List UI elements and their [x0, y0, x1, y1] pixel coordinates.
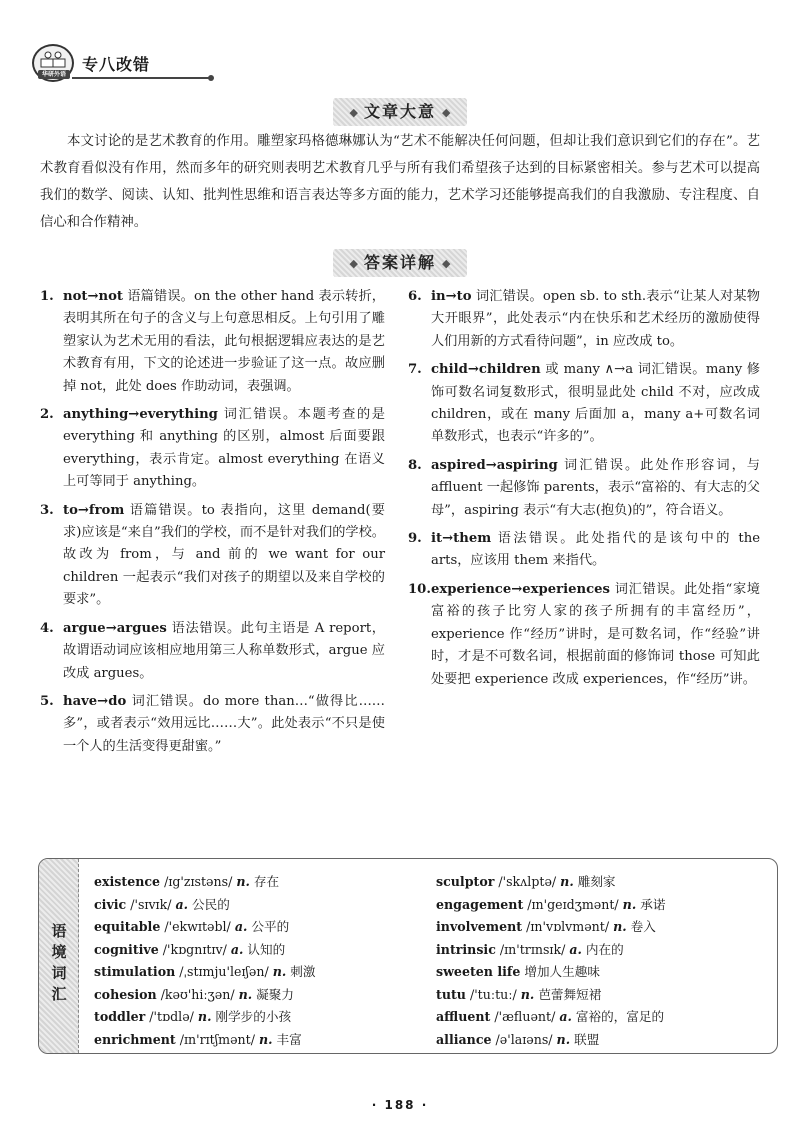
vocab-entry: [436, 916, 772, 939]
vocab-word: cohesion: [94, 986, 157, 1002]
vocab-phonetic: /ɪn'vɒlvmənt/: [526, 919, 610, 934]
vocab-meaning: 联盟: [574, 1031, 600, 1047]
explanation: 词汇错误。open sb. to sth.表示“让某人对某物大开眼界”，此处表示“内在快乐和艺术经历的激励使得人们用新的方式看待问题”，in 应改成 to。: [431, 289, 760, 349]
section-header: [32, 44, 182, 84]
vocab-pos: a.: [230, 941, 244, 957]
vocab-pos: n.: [236, 874, 250, 889]
vocab-meaning: 刺激: [290, 964, 316, 979]
answer-item: [408, 359, 760, 449]
vocab-entry: [436, 894, 772, 917]
vocab-meaning: 承诺: [640, 896, 666, 912]
vocab-meaning: 雕刻家: [577, 874, 616, 889]
vocab-word: cognitive: [94, 941, 159, 957]
vocab-phonetic: /'tuːtuː/: [469, 986, 517, 1002]
correction: anything→everything: [63, 407, 218, 423]
vocab-word: sweeten life: [436, 964, 521, 979]
vocab-word: tutu: [436, 986, 466, 1002]
answer-item: [408, 579, 760, 691]
vocab-entry: [94, 984, 424, 1007]
explanation: 词汇错误。此处作形容词，与 affluent 一起修饰 parents，表示“富裕的、有大志的父母”，aspiring 表示“有大志(抱负)的”，符合语义。: [431, 457, 760, 518]
vocab-meaning: 公平的: [251, 919, 290, 934]
vocab-meaning: 卷入: [630, 919, 656, 934]
vocab-meaning: 增加人生趣味: [524, 964, 600, 979]
answer-item: [408, 286, 760, 353]
header-underline: [72, 77, 212, 79]
explanation: 词汇错误。do more than…“做得比……多”，或者表示“效用远比……大”。此处表示“不只是使一个人的生活变得更甜蜜。”: [63, 693, 385, 754]
vocab-meaning: 公民的: [192, 896, 230, 912]
correction: not→not: [63, 289, 124, 304]
vocab-phonetic: /ˌstɪmju'leɪʃən/: [179, 964, 269, 979]
correction: in→to: [431, 289, 472, 304]
explanation: 语法错误。此句主语是 A report，故谓语动词应该相应地用第三人称单数形式，argue 应改成 argues。: [63, 620, 385, 681]
vocab-entry: [94, 961, 424, 984]
page-section-title: 专八改错: [82, 55, 151, 74]
vocab-meaning: 认知的: [247, 941, 286, 957]
correction: aspired→aspiring: [431, 457, 558, 473]
vocabulary-left-column: [94, 871, 424, 1051]
vocab-phonetic: /'æfluənt/: [494, 1009, 556, 1024]
summary-banner: [333, 98, 467, 126]
answer-number: 6.: [408, 289, 422, 304]
explanation: 或 many ∧→a 词汇错误。many 修饰可数名词复数形式，很明显此处 child 不对，应改成 children，或在 many 后面加 a，many a+可数名词单数形式，也表示“许多的”。: [431, 362, 760, 445]
vocab-entry: [436, 1006, 772, 1029]
vocab-phonetic: /ɪn'rɪtʃmənt/: [179, 1031, 255, 1047]
vocab-pos: n.: [197, 1009, 212, 1024]
answers-banner: [333, 249, 467, 277]
correction: child→children: [431, 362, 541, 378]
answers-right-column: [408, 286, 760, 697]
answer-item: [40, 404, 385, 494]
vocab-word: stimulation: [94, 964, 176, 979]
vocab-meaning: 丰富: [276, 1031, 302, 1047]
answer-item: [40, 618, 385, 685]
vocab-pos: a.: [569, 941, 582, 957]
vocabulary-right-column: [436, 871, 772, 1051]
vocab-phonetic: /'sɪvɪk/: [130, 896, 172, 912]
vocab-word: toddler: [94, 1009, 146, 1024]
explanation: 语篇错误。on the other hand 表示转折，表明其所在句子的含义与上句意思相反。上句引用了雕塑家认为艺术无用的看法，此句根据逻辑应表达的是艺术教育有用，下文的论述进一步验证了这一点。故应删掉 not，此处 does 作助动词，表强调。: [63, 289, 385, 394]
vocab-word: involvement: [436, 919, 523, 934]
explanation: 语法错误。此处指代的是该句中的 the arts，应该用 them 来指代。: [431, 531, 760, 569]
vocab-phonetic: /'tɒdlə/: [149, 1009, 194, 1024]
answer-item: [40, 286, 385, 398]
vocab-entry: [94, 1006, 424, 1029]
answer-number: 1.: [40, 289, 54, 304]
vocab-entry: [436, 961, 772, 984]
logo-text: 华研外语: [38, 70, 70, 79]
vocab-entry: [436, 871, 772, 894]
diamond-icon: ◆: [442, 106, 451, 119]
answer-number: 4.: [40, 620, 54, 636]
answer-number: 2.: [40, 407, 54, 423]
correction: experience→experiences: [431, 581, 610, 597]
vocab-pos: n.: [622, 896, 637, 912]
vocab-pos: n.: [560, 874, 574, 889]
vocab-pos: a.: [559, 1009, 572, 1024]
vocab-word: enrichment: [94, 1031, 176, 1047]
answer-item: [408, 528, 760, 573]
correction: it→them: [431, 531, 492, 547]
answers-title: 答案详解: [363, 253, 436, 272]
vocab-phonetic: /ɪg'zɪstəns/: [164, 874, 233, 889]
correction: to→from: [63, 502, 125, 518]
vocab-pos: a.: [175, 896, 189, 912]
vocab-phonetic: /ə'laɪəns/: [495, 1031, 553, 1047]
vocab-word: civic: [94, 896, 127, 912]
page-number: · 188 ·: [371, 1098, 429, 1112]
answer-number: 5.: [40, 693, 54, 709]
vocab-entry: [94, 871, 424, 894]
vocab-phonetic: /kəʊ'hiːʒən/: [160, 986, 235, 1002]
explanation: 语篇错误。to 表指向，这里 demand(要求)应该是“来自”我们的学校，而不是针对我们的学校。故改为 from，与 and 前的 we want for our children 一起表示“我们对孩子的期望以及来自学校的要求”。: [63, 502, 385, 608]
vocab-meaning: 凝聚力: [256, 986, 294, 1002]
vocab-entry: [94, 894, 424, 917]
vocab-meaning: 芭蕾舞短裙: [538, 986, 602, 1002]
summary-title: 文章大意: [363, 102, 436, 121]
correction: argue→argues: [63, 620, 167, 636]
summary-paragraph: 本文讨论的是艺术教育的作用。雕塑家玛格德琳娜认为“艺术不能解决任何问题，但却让我们意识到它们的存在”。艺术教育看似没有作用，然而多年的研究则表明艺术教育几乎与所有我们希望孩子达到的目标紧密相关。参与艺术可以提高我们的数学、阅读、认知、批判性思维和语言表达等多方面的能力，艺术学习还能够提高我们的自我激励、专注程度、自信心和合作精神。: [40, 134, 760, 230]
vocab-word: sculptor: [436, 874, 495, 889]
vocab-phonetic: /ɪn'trɪnsɪk/: [499, 941, 566, 957]
answer-number: 8.: [408, 457, 422, 473]
diamond-icon: ◆: [349, 257, 358, 270]
vocab-word: equitable: [94, 919, 161, 934]
vocabulary-tab: [39, 859, 79, 1053]
diamond-icon: ◆: [349, 106, 358, 119]
answer-item: [408, 455, 760, 522]
vocab-entry: [436, 1029, 772, 1052]
vocab-pos: n.: [238, 986, 253, 1002]
vocab-phonetic: /'kɒgnɪtɪv/: [162, 941, 227, 957]
vocab-pos: n.: [258, 1031, 273, 1047]
answer-item: [40, 691, 385, 758]
diamond-icon: ◆: [442, 257, 451, 270]
answers-left-column: [40, 286, 385, 764]
vocab-pos: n.: [613, 919, 627, 934]
vocab-meaning: 内在的: [585, 941, 624, 957]
vocab-word: intrinsic: [436, 941, 496, 957]
vocab-pos: a.: [234, 919, 248, 934]
answer-number: 9.: [408, 531, 422, 547]
vocab-pos: n.: [556, 1031, 571, 1047]
answer-number: 3.: [40, 502, 54, 518]
vocab-word: existence: [94, 874, 161, 889]
vocab-entry: [94, 916, 424, 939]
header-underline-dot: [208, 75, 214, 81]
vocab-phonetic: /'skʌlptə/: [498, 874, 557, 889]
vocab-pos: n.: [272, 964, 287, 979]
vocab-meaning: 刚学步的小孩: [215, 1009, 292, 1024]
vocab-entry: [436, 939, 772, 962]
vocab-word: affluent: [436, 1009, 491, 1024]
vocab-phonetic: /ɪn'geɪdʒmənt/: [527, 896, 619, 912]
publisher-logo: [32, 44, 74, 82]
vocabulary-box: [38, 858, 778, 1054]
vocab-entry: [94, 1029, 424, 1052]
vocab-word: engagement: [436, 896, 524, 912]
answer-number: 7.: [408, 362, 422, 378]
vocab-phonetic: /'ekwɪtəbl/: [164, 919, 231, 934]
vocab-word: alliance: [436, 1031, 492, 1047]
vocab-meaning: 富裕的，富足的: [575, 1009, 665, 1024]
explanation: 词汇错误。此处指“家境富裕的孩子比穷人家的孩子所拥有的丰富经历”，experience 作“经历”讲时，是可数名词，作“经验”讲时，才是不可数名词，根据前面的修饰词 those 可知此处要把 experience 改成 experiences，作“经历”讲。: [431, 581, 760, 687]
book-people-icon: [38, 49, 68, 69]
answer-item: [40, 500, 385, 612]
vocab-pos: n.: [520, 986, 535, 1002]
vocab-entry: [94, 939, 424, 962]
vocabulary-label: 语境词汇: [51, 922, 67, 1003]
explanation: 词汇错误。本题考查的是 everything 和 anything 的区别，almost 后面要跟 everything，表示肯定。almost everything 在语义上可等同于 anything。: [63, 407, 385, 490]
vocab-entry: [436, 984, 772, 1007]
correction: have→do: [63, 693, 127, 709]
answer-number: 10.: [408, 581, 431, 597]
vocab-meaning: 存在: [253, 874, 280, 889]
